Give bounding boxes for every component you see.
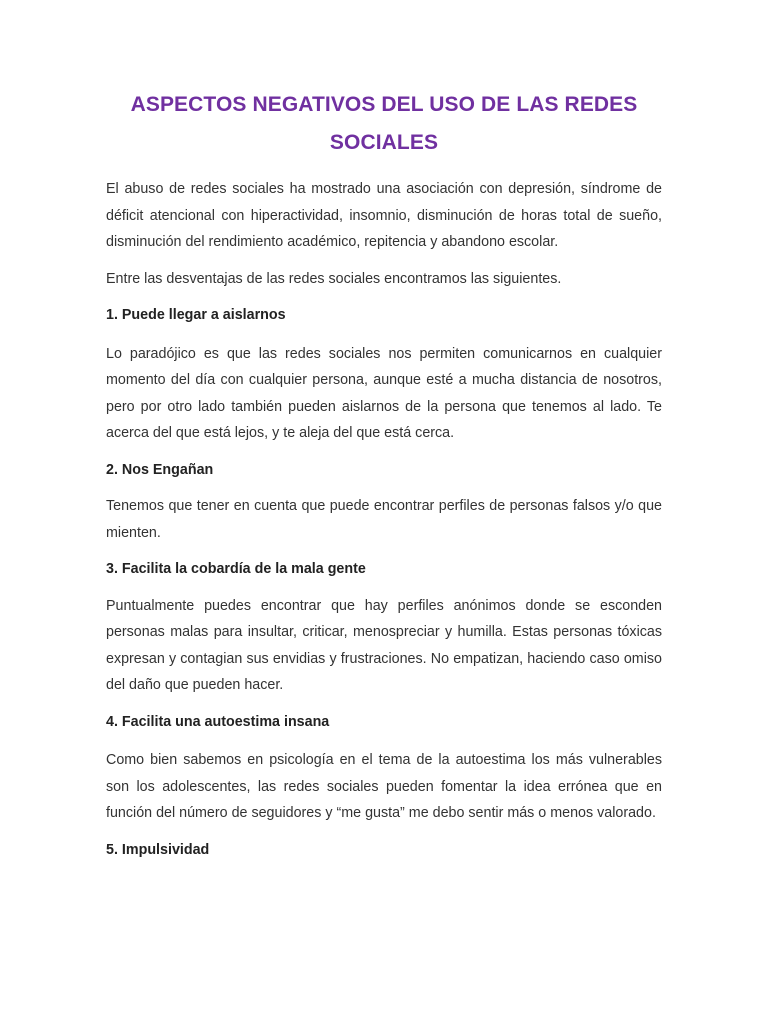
section-body-4: Como bien sabemos en psicología en el tema de la autoestima los más vulnerables son los adolescentes, las redes sociales pueden fomentar la idea errónea que en función del número de seguidores y “me gusta” me debo sentir más o menos valorado. — [106, 752, 662, 821]
document-title: ASPECTOS NEGATIVOS DEL USO DE LAS REDES SOCIALES — [130, 93, 638, 154]
lead-paragraph: Entre las desventajas de las redes sociales encontramos las siguientes. — [106, 270, 562, 287]
section-heading-2: 2. Nos Engañan — [106, 461, 214, 478]
section-heading-4: 4. Facilita una autoestima insana — [106, 713, 330, 730]
section-heading-5: 5. Impulsividad — [106, 841, 210, 858]
section-heading-1: 1. Puede llegar a aislarnos — [106, 307, 286, 323]
intro-paragraph: El abuso de redes sociales ha mostrado una asociación con depresión, síndrome de déficit atencional con hiperactividad, insomnio, disminución de horas total de sueño, disminución del rendimiento académico, repitencia y abandono escolar. — [106, 181, 662, 250]
section-body-3: Puntualmente puedes encontrar que hay perfiles anónimos donde se esconden personas malas para insultar, criticar, menospreciar y humilla. Estas personas tóxicas expresan y contagian sus envidias y frustraciones. No empatizan, haciendo caso omiso del daño que pueden hacer. — [106, 597, 662, 693]
section-heading-3: 3. Facilita la cobardía de la mala gente — [106, 561, 366, 577]
section-body-1: Lo paradójico es que las redes sociales nos permiten comunicarnos en cualquier momento del día con cualquier persona, aunque esté a mucha distancia de nosotros, pero por otro lado también pueden aislarnos de la persona que tenemos al lado. Te acerca del que está lejos, y te aleja del que está cerca. — [106, 345, 662, 441]
section-body-2: Tenemos que tener en cuenta que puede encontrar perfiles de personas falsos y/o que mienten. — [106, 498, 662, 541]
document-page — [106, 86, 662, 863]
